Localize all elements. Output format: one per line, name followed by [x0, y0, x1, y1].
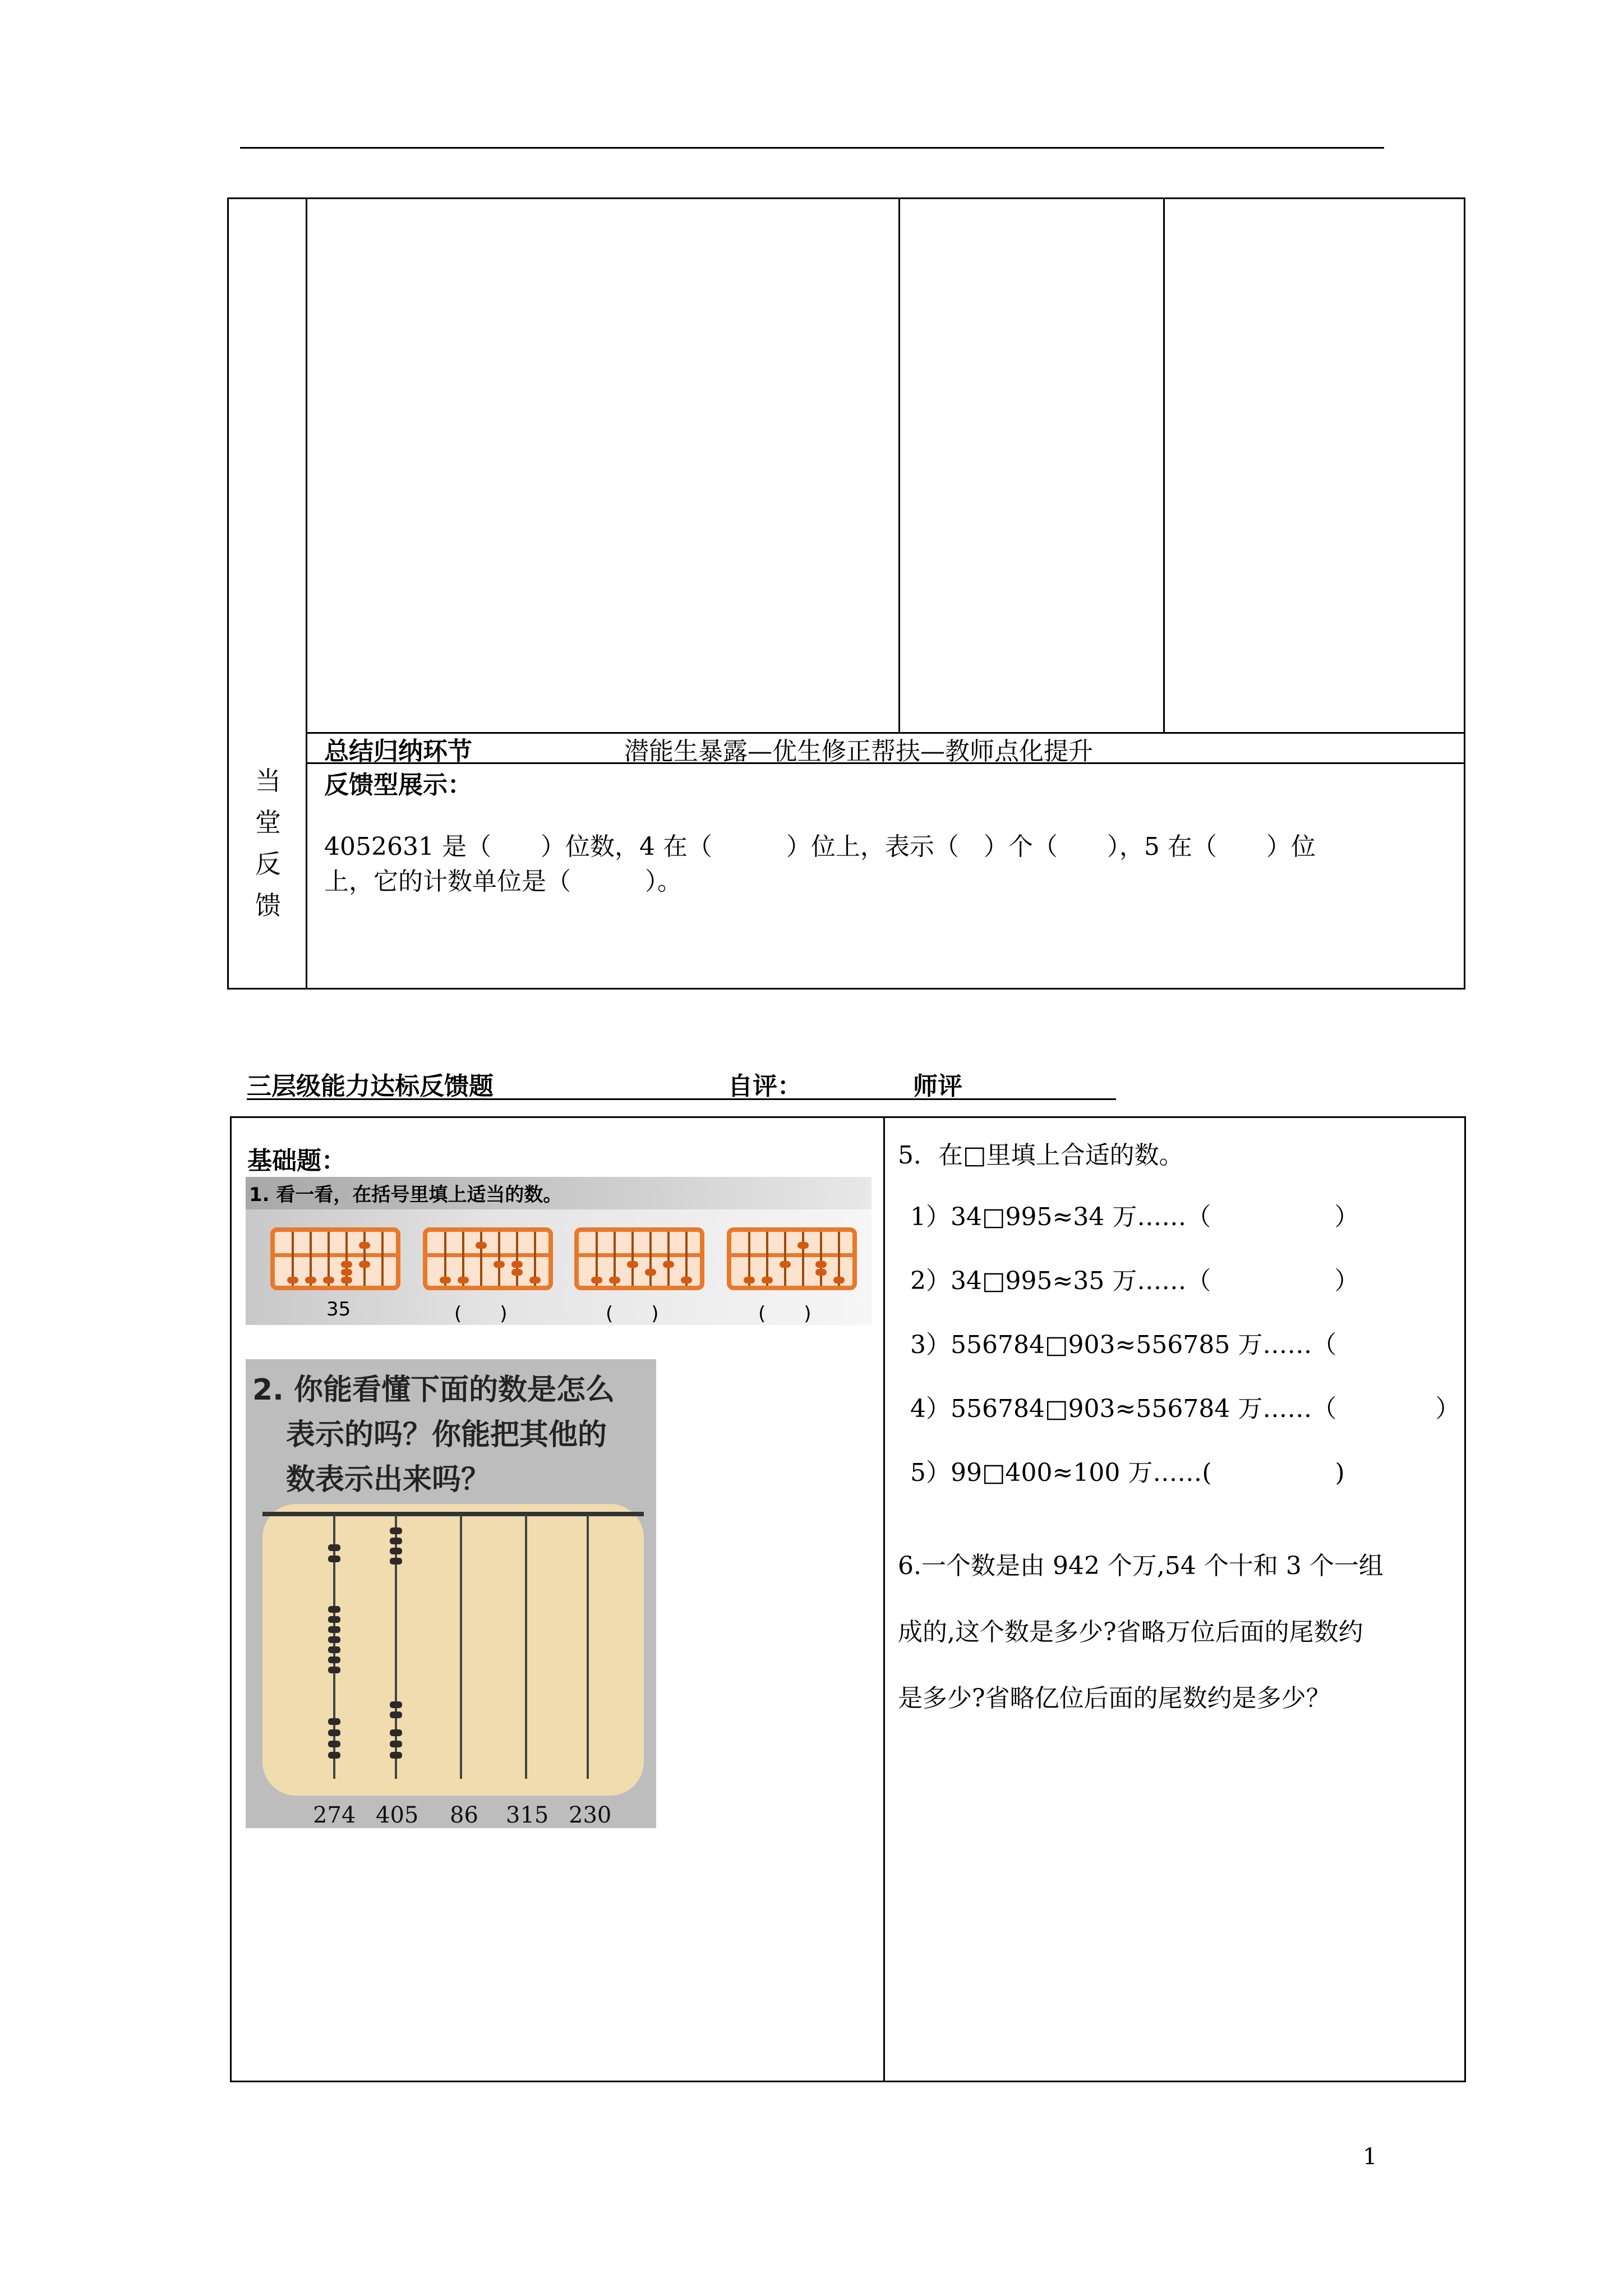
rod-number: 230	[569, 1802, 612, 1828]
image-question-line: 数表示出来吗？	[286, 1463, 491, 1497]
side-label-char: 当	[255, 766, 281, 796]
q6-line: 成的,这个数是多少?省略万位后面的尾数约	[898, 1618, 1363, 1646]
teacher-eval-label: 师评	[913, 1072, 962, 1101]
rod-number: 86	[450, 1802, 478, 1828]
q5-item: 4）556784□903≈556784 万……（ ）	[910, 1395, 1460, 1423]
q6-line: 是多少?省略亿位后面的尾数约是多少？	[898, 1684, 1331, 1713]
abacus-figure	[727, 1227, 857, 1290]
table-divider	[898, 199, 900, 733]
q5-item: 2）34□995≈35 万……（ ）	[910, 1267, 1359, 1295]
counting-rod	[395, 1515, 397, 1779]
rod-number: 405	[376, 1802, 419, 1828]
counting-rod	[460, 1515, 462, 1779]
page-number: 1	[1363, 2144, 1377, 2170]
feedback-heading: 反馈型展示：	[324, 771, 472, 799]
q5-item: 3）556784□903≈556785 万……（	[910, 1331, 1337, 1359]
abacus-caption: 35	[326, 1298, 351, 1320]
abacus-exercise-image	[246, 1177, 872, 1325]
q5-title: 5．在□里填上合适的数。	[898, 1141, 1184, 1170]
upper-table	[227, 197, 1465, 990]
q5-item: 1）34□995≈34 万……（ ）	[910, 1203, 1359, 1231]
feedback-question-line2: 上，它的计数单位是（ ）。	[324, 867, 682, 896]
side-label-char: 堂	[255, 807, 281, 838]
summary-heading: 总结归纳环节	[324, 737, 472, 766]
image-question-line: 表示的吗？你能把其他的	[286, 1418, 607, 1452]
side-label-char: 反	[255, 849, 281, 879]
abacus-caption: ( )	[758, 1303, 811, 1325]
feedback-question-line1: 4052631 是（ ）位数，4 在（ ）位上，表示（ ）个（ ），5 在（ ）位	[324, 832, 1316, 861]
self-eval-label: 自评：	[728, 1072, 802, 1101]
table-divider	[883, 1118, 885, 2081]
image-question-line: 2. 你能看懂下面的数是怎么	[252, 1373, 615, 1407]
header-rule	[240, 147, 1384, 149]
side-label-char: 馈	[255, 890, 281, 921]
section-title: 三层级能力达标反馈题	[247, 1072, 494, 1101]
abacus-instruction: 1. 看一看，在括号里填上适当的数。	[249, 1184, 562, 1206]
abacus-figure	[574, 1227, 704, 1290]
rod-number: 315	[506, 1802, 549, 1828]
counting-rod	[525, 1515, 527, 1779]
table-divider	[306, 199, 307, 988]
abacus-caption: ( )	[606, 1303, 659, 1325]
rod-number: 274	[313, 1802, 356, 1828]
q5-item: 5）99□400≈100 万……( )	[910, 1458, 1345, 1487]
q6-line: 6.一个数是由 942 个万,54 个十和 3 个一组	[898, 1552, 1384, 1580]
basic-heading: 基础题：	[247, 1147, 346, 1175]
counting-rods-image	[246, 1359, 656, 1828]
abacus-figure	[270, 1227, 400, 1290]
table-divider	[1163, 199, 1165, 733]
counting-rod	[587, 1515, 589, 1779]
abacus-figure	[423, 1227, 553, 1290]
summary-flow: 潜能生暴露—优生修正帮扶—教师点化提升	[624, 737, 1093, 766]
abacus-caption: ( )	[454, 1303, 508, 1325]
